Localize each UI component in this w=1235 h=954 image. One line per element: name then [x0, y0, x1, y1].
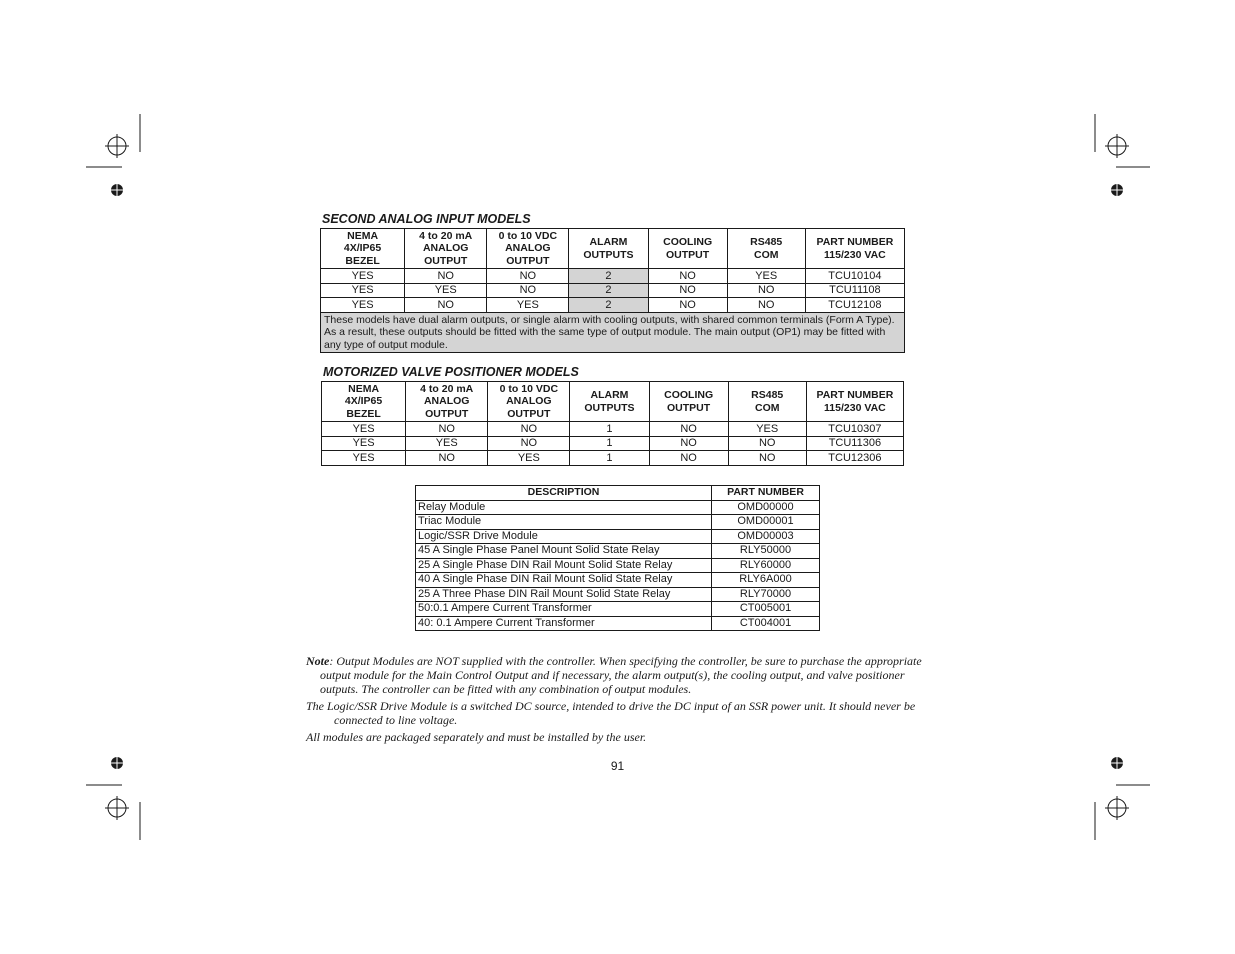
table-header-row	[321, 229, 905, 269]
motorized-valve-table	[321, 381, 904, 466]
note-packaging: All modules are packaged separately and must be installed by the user.	[306, 730, 647, 744]
table-row	[322, 451, 904, 466]
note-label: Note	[306, 654, 330, 668]
table-cell: NO	[406, 422, 488, 437]
table-cell: 2	[569, 269, 648, 284]
col-header-description: DESCRIPTION	[416, 486, 712, 501]
table-cell: NO	[649, 451, 728, 466]
col-header-rs485: RS485 COM	[727, 229, 805, 269]
motorized-valve-title: MOTORIZED VALVE POSITIONER MODELS	[323, 365, 579, 379]
table-row	[416, 500, 820, 515]
table-cell: NO	[406, 451, 488, 466]
table-cell: TCU12306	[806, 451, 903, 466]
col-header-4-20ma: 4 to 20 mA ANALOG OUTPUT	[406, 382, 488, 422]
col-header-nema: NEMA 4X/IP65 BEZEL	[321, 229, 405, 269]
table-row	[416, 544, 820, 559]
table-row	[321, 298, 905, 313]
table-row	[416, 515, 820, 530]
table-cell: NO	[727, 298, 805, 313]
table-row	[322, 422, 904, 437]
col-header-part-number: PART NUMBER	[712, 486, 820, 501]
module-part-number: RLY60000	[712, 558, 820, 573]
table-cell: YES	[488, 451, 570, 466]
note-text: : Output Modules are NOT supplied with the controller. When specifying the controller, be sure to purchase the appropriate output module for the Main Control Output and if necessary, the alarm output(s), the cooling output, and valve positioner outputs. The controller can be fitted with any combination of output modules.	[320, 654, 922, 696]
second-analog-table	[320, 228, 905, 353]
module-part-number: OMD00000	[712, 500, 820, 515]
col-header-part-number: PART NUMBER 115/230 VAC	[806, 382, 903, 422]
table-cell: 1	[570, 451, 649, 466]
table-row	[322, 436, 904, 451]
table-cell: YES	[322, 422, 406, 437]
table-cell: YES	[321, 283, 405, 298]
col-header-cooling: COOLING OUTPUT	[648, 229, 727, 269]
col-header-alarm: ALARM OUTPUTS	[569, 229, 648, 269]
col-header-rs485: RS485 COM	[728, 382, 806, 422]
note-output-modules	[306, 654, 932, 696]
module-description: 25 A Three Phase DIN Rail Mount Solid State Relay	[416, 587, 712, 602]
table-cell: TCU11108	[805, 283, 904, 298]
module-description: 25 A Single Phase DIN Rail Mount Solid State Relay	[416, 558, 712, 573]
page-number: 91	[610, 759, 625, 773]
notes-block	[306, 654, 932, 747]
module-part-number: RLY50000	[712, 544, 820, 559]
module-description: 45 A Single Phase Panel Mount Solid State Relay	[416, 544, 712, 559]
registration-mark-top-left-icon	[86, 112, 158, 202]
table-cell: TCU12108	[805, 298, 904, 313]
col-header-0-10vdc: 0 to 10 VDC ANALOG OUTPUT	[487, 229, 569, 269]
table-cell: NO	[649, 436, 728, 451]
table-cell: YES	[405, 283, 487, 298]
table-cell: NO	[728, 451, 806, 466]
table-row	[416, 558, 820, 573]
table-cell: YES	[322, 436, 406, 451]
table-row	[321, 269, 905, 284]
table-cell: NO	[648, 283, 727, 298]
table-cell: 2	[569, 283, 648, 298]
table-cell: YES	[321, 269, 405, 284]
registration-mark-top-right-icon	[1080, 112, 1152, 202]
module-description: 40: 0.1 Ampere Current Transformer	[416, 616, 712, 631]
col-header-nema: NEMA 4X/IP65 BEZEL	[322, 382, 406, 422]
col-header-0-10vdc: 0 to 10 VDC ANALOG OUTPUT	[488, 382, 570, 422]
table-note-row	[321, 312, 905, 353]
module-part-number: CT005001	[712, 602, 820, 617]
module-description: Logic/SSR Drive Module	[416, 529, 712, 544]
table-cell: NO	[648, 269, 727, 284]
table-row	[416, 602, 820, 617]
col-header-part-number: PART NUMBER 115/230 VAC	[805, 229, 904, 269]
table-cell: NO	[727, 283, 805, 298]
module-part-number: RLY70000	[712, 587, 820, 602]
table-cell: YES	[406, 436, 488, 451]
module-description: Triac Module	[416, 515, 712, 530]
table-cell: TCU11306	[806, 436, 903, 451]
table-header-row	[322, 382, 904, 422]
table-row	[416, 587, 820, 602]
table-cell: 2	[569, 298, 648, 313]
table-cell: NO	[488, 436, 570, 451]
table-cell: YES	[321, 298, 405, 313]
module-description: 40 A Single Phase DIN Rail Mount Solid State Relay	[416, 573, 712, 588]
table-cell: YES	[487, 298, 569, 313]
table-cell: TCU10307	[806, 422, 903, 437]
table-row	[416, 529, 820, 544]
col-header-cooling: COOLING OUTPUT	[649, 382, 728, 422]
table-cell: YES	[727, 269, 805, 284]
table-row	[416, 573, 820, 588]
table-cell: YES	[322, 451, 406, 466]
module-description: Relay Module	[416, 500, 712, 515]
table-cell: NO	[488, 422, 570, 437]
table-row	[321, 283, 905, 298]
table-cell: YES	[728, 422, 806, 437]
module-part-number: OMD00003	[712, 529, 820, 544]
second-analog-note: These models have dual alarm outputs, or single alarm with cooling outputs, with shared common terminals (Form A Type). As a result, these outputs should be fitted with the same type of output module. The main output (OP1) may be fitted with any type of output module.	[321, 312, 905, 353]
table-cell: TCU10104	[805, 269, 904, 284]
table-cell: NO	[487, 283, 569, 298]
module-description: 50:0.1 Ampere Current Transformer	[416, 602, 712, 617]
table-cell: NO	[405, 269, 487, 284]
table-row	[416, 616, 820, 631]
module-part-number: OMD00001	[712, 515, 820, 530]
module-part-number: RLY6A000	[712, 573, 820, 588]
col-header-4-20ma: 4 to 20 mA ANALOG OUTPUT	[405, 229, 487, 269]
table-cell: 1	[570, 422, 649, 437]
table-cell: NO	[649, 422, 728, 437]
table-cell: 1	[570, 436, 649, 451]
module-part-number: CT004001	[712, 616, 820, 631]
note-logic-ssr: The Logic/SSR Drive Module is a switched DC source, intended to drive the DC input of an SSR power unit. It should never be connected to line voltage.	[306, 699, 916, 727]
table-cell: NO	[648, 298, 727, 313]
table-cell: NO	[728, 436, 806, 451]
table-header-row	[416, 486, 820, 501]
table-cell: NO	[405, 298, 487, 313]
output-modules-table	[415, 485, 820, 631]
col-header-alarm: ALARM OUTPUTS	[570, 382, 649, 422]
second-analog-title: SECOND ANALOG INPUT MODELS	[322, 212, 531, 226]
table-cell: NO	[487, 269, 569, 284]
